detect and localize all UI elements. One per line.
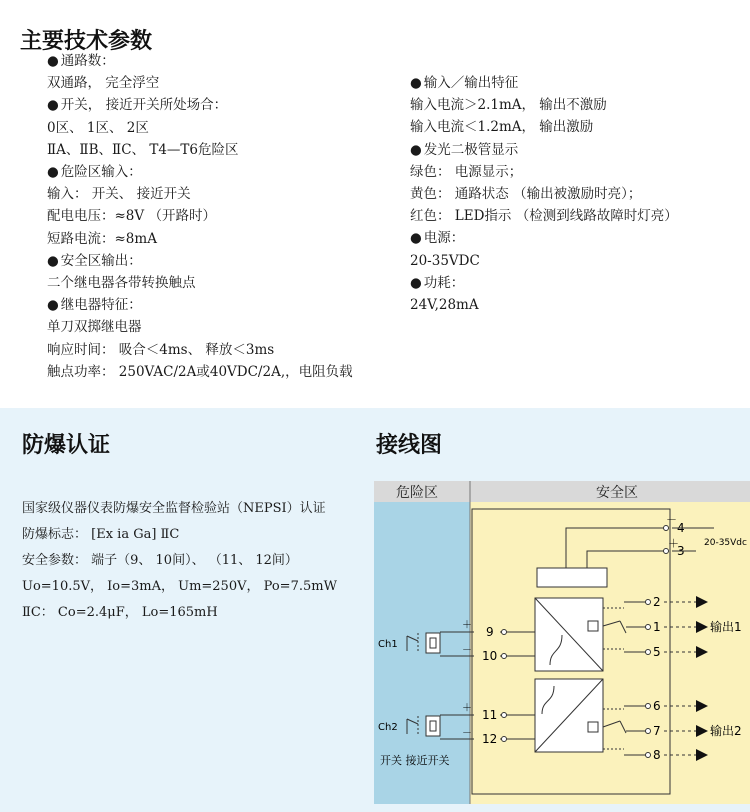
relay-2 bbox=[588, 722, 598, 732]
spec-heading: ● 安全区输出： bbox=[47, 250, 353, 272]
spec-line: 短路电流：≈8mA bbox=[47, 230, 157, 247]
terminal-8: 8 bbox=[653, 748, 661, 762]
spec-line: 24V,28mA bbox=[410, 297, 479, 314]
terminal-3: 3 bbox=[677, 544, 685, 558]
spec-line: 双通路， 完全浮空 bbox=[47, 75, 160, 92]
spec-line: 黄色： 通路状态 （输出被激励时亮）； bbox=[410, 186, 642, 203]
spec-line: ⅡA、ⅡB、ⅡC、 T4—T6危险区 bbox=[47, 141, 239, 158]
wiring-title: 接线图 bbox=[376, 433, 443, 458]
spec-line: 输入电流＜1.2mA， 输出激励 bbox=[410, 119, 594, 136]
output-2-label: 输出2 bbox=[710, 724, 742, 738]
safe-label: 安全区 bbox=[596, 485, 638, 501]
minus-sign: － bbox=[666, 513, 677, 526]
terminal-7: 7 bbox=[653, 724, 661, 738]
specs-title: 主要技术参数 bbox=[20, 29, 153, 54]
spec-heading: ● 功耗： bbox=[410, 272, 678, 294]
spec-line: 绿色： 电源显示； bbox=[410, 163, 523, 180]
terminal-11: 11 bbox=[482, 708, 498, 722]
spec-line: 输入： 开关、 接近开关 bbox=[47, 186, 191, 203]
terminal-12: 12 bbox=[482, 732, 498, 746]
hazard-label: 危险区 bbox=[396, 485, 438, 501]
ch2-label: Ch2 bbox=[378, 722, 398, 733]
plus-sign: ＋ bbox=[462, 620, 472, 631]
specs-right-column bbox=[410, 72, 678, 316]
cert-line: 安全参数： 端子（9、 10间）、 （11、 12间） bbox=[22, 553, 298, 568]
spec-line: 单刀双掷继电器 bbox=[47, 319, 142, 336]
supply-label: 20-35Vdc bbox=[704, 538, 747, 548]
ch1-label: Ch1 bbox=[378, 639, 398, 650]
specs-left-column bbox=[47, 50, 353, 383]
cert-line: 防爆标志： [Ex ia Ga] ⅡC bbox=[22, 527, 180, 542]
cert-line: 国家级仪器仪表防爆安全监督检验站（NEPSI）认证 bbox=[22, 501, 326, 516]
spec-line: 0区、 1区、 2区 bbox=[47, 119, 149, 136]
plus-sign: ＋ bbox=[668, 537, 679, 550]
relay-1 bbox=[588, 621, 598, 631]
terminal-6: 6 bbox=[653, 699, 661, 713]
spec-line: 触点功率： 250VAC/2A或40VDC/2A,，电阻负载 bbox=[47, 363, 353, 380]
cert-line: ⅡC： Co=2.4μF， Lo=165mH bbox=[22, 605, 218, 620]
spec-heading: ● 电源： bbox=[410, 227, 678, 249]
spec-heading: ● 继电器特征： bbox=[47, 294, 353, 316]
spec-heading: ● 输入／输出特征 bbox=[410, 72, 678, 94]
explosion-lines bbox=[22, 496, 337, 626]
spec-line: 输入电流＞2.1mA， 输出不激励 bbox=[410, 97, 607, 114]
plus-sign: ＋ bbox=[462, 703, 472, 714]
terminal-9: 9 bbox=[486, 625, 494, 639]
spec-heading: ● 危险区输入： bbox=[47, 161, 353, 183]
terminal-4: 4 bbox=[677, 521, 685, 535]
minus-sign: － bbox=[462, 728, 472, 739]
terminal-10: 10 bbox=[482, 649, 498, 663]
spec-line: 二个继电器各带转换触点 bbox=[47, 275, 196, 292]
wiring-diagram bbox=[374, 481, 750, 804]
minus-sign: － bbox=[462, 645, 472, 656]
terminal-2: 2 bbox=[653, 595, 661, 609]
spec-line: 响应时间： 吸合＜4ms、 释放＜3ms bbox=[47, 341, 275, 358]
terminal-1: 1 bbox=[653, 620, 661, 634]
spec-heading: ● 开关， 接近开关所处场合： bbox=[47, 94, 353, 116]
spec-line: 配电电压：≈8V （开路时） bbox=[47, 208, 216, 225]
spec-heading: ● 发光二极管显示 bbox=[410, 139, 678, 161]
explosion-title: 防爆认证 bbox=[22, 433, 111, 458]
cert-line: Uo=10.5V， Io=3mA， Um=250V， Po=7.5mW bbox=[22, 579, 337, 594]
spec-line: 20-35VDC bbox=[410, 252, 480, 269]
power-block bbox=[537, 568, 607, 587]
spec-line: 红色： LED指示 （检测到线路故障时灯亮） bbox=[410, 208, 678, 225]
switch-label: 开关 接近开关 bbox=[380, 754, 450, 767]
spec-heading: ● 通路数： bbox=[47, 50, 353, 72]
terminal-5: 5 bbox=[653, 645, 661, 659]
output-1-label: 输出1 bbox=[710, 620, 742, 634]
